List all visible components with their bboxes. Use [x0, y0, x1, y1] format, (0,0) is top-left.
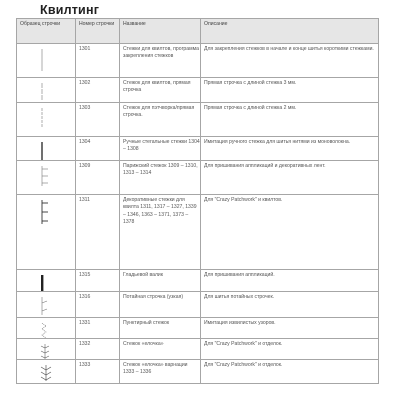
stitch-number: 1315 [76, 270, 120, 292]
table-row [17, 360, 379, 384]
stitch-1309-icon [40, 166, 75, 186]
stitch-name: Стежок для квилтов, прямая строчка [120, 78, 201, 103]
stitch-number: 1316 [76, 292, 120, 318]
stitch-number: 1311 [76, 195, 120, 270]
stitch-name: Пунктирный стежок [120, 318, 201, 339]
stitch-1311-icon [40, 200, 75, 224]
stitch-number: 1303 [76, 103, 120, 137]
stitch-description: Для "Crazy Patchwork" и отделок. [201, 339, 379, 360]
stitch-1332-icon [40, 344, 75, 359]
stitch-number: 1302 [76, 78, 120, 103]
table-row [17, 137, 379, 161]
stitch-number: 1309 [76, 161, 120, 195]
table-row [17, 270, 379, 292]
stitch-table [16, 18, 379, 384]
stitch-name: Стежок для пэтчворка/прямая строчка. [120, 103, 201, 137]
table-row [17, 161, 379, 195]
stitch-1316-icon [40, 297, 75, 315]
stitch-number: 1333 [76, 360, 120, 384]
table-row [17, 195, 379, 270]
stitch-1302-icon [40, 83, 75, 101]
stitch-description: Прямая строчка с длиной стежка 3 мм. [201, 78, 379, 103]
table-row [17, 292, 379, 318]
table-row [17, 44, 379, 78]
stitch-description: Имитация извилистых узоров. [201, 318, 379, 339]
stitch-description: Для пришивания аппликаций. [201, 270, 379, 292]
stitch-description: Прямая строчка с длиной стежка 2 мм. [201, 103, 379, 137]
stitch-1315-icon [40, 275, 75, 291]
table-row [17, 103, 379, 137]
stitch-number: 1332 [76, 339, 120, 360]
page-title: Квилтинг [40, 3, 100, 17]
header-description: Описание [201, 19, 379, 44]
stitch-name: Парижский стежок 1309 – 1310, 1313 – 1314 [120, 161, 201, 195]
table-row [17, 78, 379, 103]
table-row [17, 339, 379, 360]
stitch-1303-icon [40, 108, 75, 128]
stitch-name: Стежки для квилтов, программа закрепления стежков [120, 44, 201, 78]
stitch-description: Имитация ручного стежка для шитья нитями из моноволокна. [201, 137, 379, 161]
stitch-1301-icon [40, 49, 75, 71]
stitch-name: Потайная строчка (узкая) [120, 292, 201, 318]
stitch-number: 1304 [76, 137, 120, 161]
stitch-name: Гладьевой валик [120, 270, 201, 292]
stitch-number: 1301 [76, 44, 120, 78]
stitch-name: Декоративные стежки для квилта 1311, 1317 – 1327, 1339 – 1346, 1363 – 1371, 1373 – 1378 [120, 195, 201, 270]
stitch-description: Для закрепления стежков в начале и конце шитья короткими стежками. [201, 44, 379, 78]
stitch-name: Стежок «елочка» варнации 1333 – 1336 [120, 360, 201, 384]
table-row [17, 318, 379, 339]
stitch-1304-icon [40, 142, 75, 160]
stitch-description: Для "Crazy Patchwork" и квилтов. [201, 195, 379, 270]
stitch-description: Для "Crazy Patchwork" и отделок. [201, 360, 379, 384]
stitch-name: Ручные стегальные стежки 1304 – 1308 [120, 137, 201, 161]
stitch-1333-icon [40, 365, 75, 381]
stitch-description: Для пришивания аппликаций и декоративных лент. [201, 161, 379, 195]
header-name: Название [120, 19, 201, 44]
table-header-row [17, 19, 379, 44]
stitch-number: 1331 [76, 318, 120, 339]
header-sample: Образец строчки [17, 19, 76, 44]
stitch-description: Для шитья потайных строчек. [201, 292, 379, 318]
stitch-name: Стежок «елочка» [120, 339, 201, 360]
header-number: Номер строчки [76, 19, 120, 44]
stitch-1331-icon [40, 323, 75, 338]
